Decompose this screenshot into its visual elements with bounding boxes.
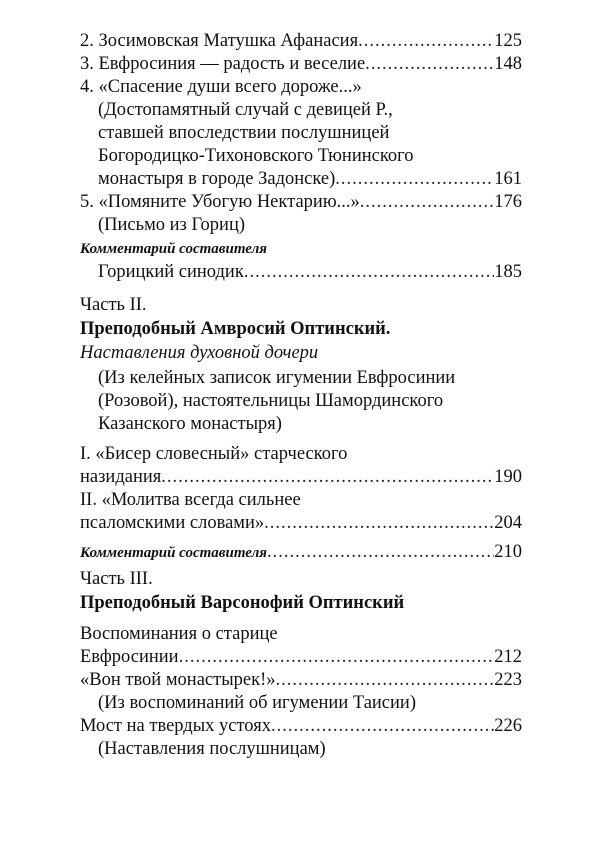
page-number: 176 xyxy=(494,192,522,212)
section-subtitle: (Розовой), настоятельницы Шамординского xyxy=(98,391,444,411)
section-title: Наставления духовной дочери xyxy=(80,343,319,363)
entry-title: Евфросинии xyxy=(80,647,179,667)
toc-entry-molitva-title: II. «Молитва всегда сильнее xyxy=(80,490,301,510)
page-number: 125 xyxy=(494,31,522,51)
toc-entry-goritsky-sinodik xyxy=(98,259,522,285)
toc-entry-biser-title: I. «Бисер словесный» старческого xyxy=(80,444,348,464)
toc-entry-molitva xyxy=(80,510,522,536)
page-number: 212 xyxy=(494,647,522,667)
toc-entry-spasenie-subtitle: Богородицко-Тихоновского Тюнинского xyxy=(98,146,414,166)
toc-entry-compiler-comment xyxy=(80,539,522,565)
section-subtitle: (Из келейных записок игумении Евфросинии xyxy=(98,368,456,388)
toc-entry-most-subtitle: (Наставления послушницам) xyxy=(98,739,326,759)
entry-title: 5. «Помяните Убогую Нектарию...» xyxy=(80,192,360,212)
toc-entry-von-tvoy-subtitle: (Из воспоминаний об игумении Таисии) xyxy=(98,693,416,713)
toc-entry-vospominaniya-title: Воспоминания о старице xyxy=(80,624,278,644)
toc-entry-pomyanite-subtitle: (Письмо из Гориц) xyxy=(98,215,246,235)
page-number: 148 xyxy=(494,54,522,74)
leader-dots xyxy=(244,259,494,285)
entry-title: «Вон твой монастырек!» xyxy=(80,670,276,690)
section-subtitle: Казанского монастыря) xyxy=(98,414,282,434)
part-heading: Часть III. xyxy=(80,569,153,589)
page-number: 223 xyxy=(494,670,522,690)
entry-title: псаломскими словами» xyxy=(80,513,265,533)
part-title: Преподобный Амвросий Оптинский. xyxy=(80,319,391,339)
leader-dots xyxy=(264,510,494,536)
toc-entry-spasenie-title: 4. «Спасение души всего дороже...» xyxy=(80,77,362,97)
page-number: 185 xyxy=(494,262,522,282)
compiler-comment-heading: Комментарий составителя xyxy=(80,241,268,257)
entry-title: Комментарий составителя xyxy=(80,545,268,561)
page-number: 226 xyxy=(494,716,522,736)
part-heading: Часть II. xyxy=(80,295,147,315)
part-title: Преподобный Варсонофий Оптинский xyxy=(80,593,405,613)
entry-title: Горицкий синодик xyxy=(98,262,244,282)
entry-title: назидания xyxy=(80,467,162,487)
page-number: 204 xyxy=(494,513,522,533)
entry-title: 3. Евфросиния — радость и веселие xyxy=(80,54,366,74)
entry-title: 2. Зосимовская Матушка Афанасия xyxy=(80,31,359,51)
toc-entry-spasenie-subtitle: (Достопамятный случай с девицей Р., xyxy=(98,100,393,120)
page-number: 161 xyxy=(494,169,522,189)
toc-entry-spasenie-subtitle: ставшей впоследствии послушницей xyxy=(98,123,390,143)
page-number: 190 xyxy=(494,467,522,487)
page-number: 210 xyxy=(494,542,522,562)
entry-title: Мост на твердых устоях xyxy=(80,716,271,736)
entry-title: монастыря в городе Задонске) xyxy=(98,169,336,189)
leader-dots xyxy=(267,539,494,565)
